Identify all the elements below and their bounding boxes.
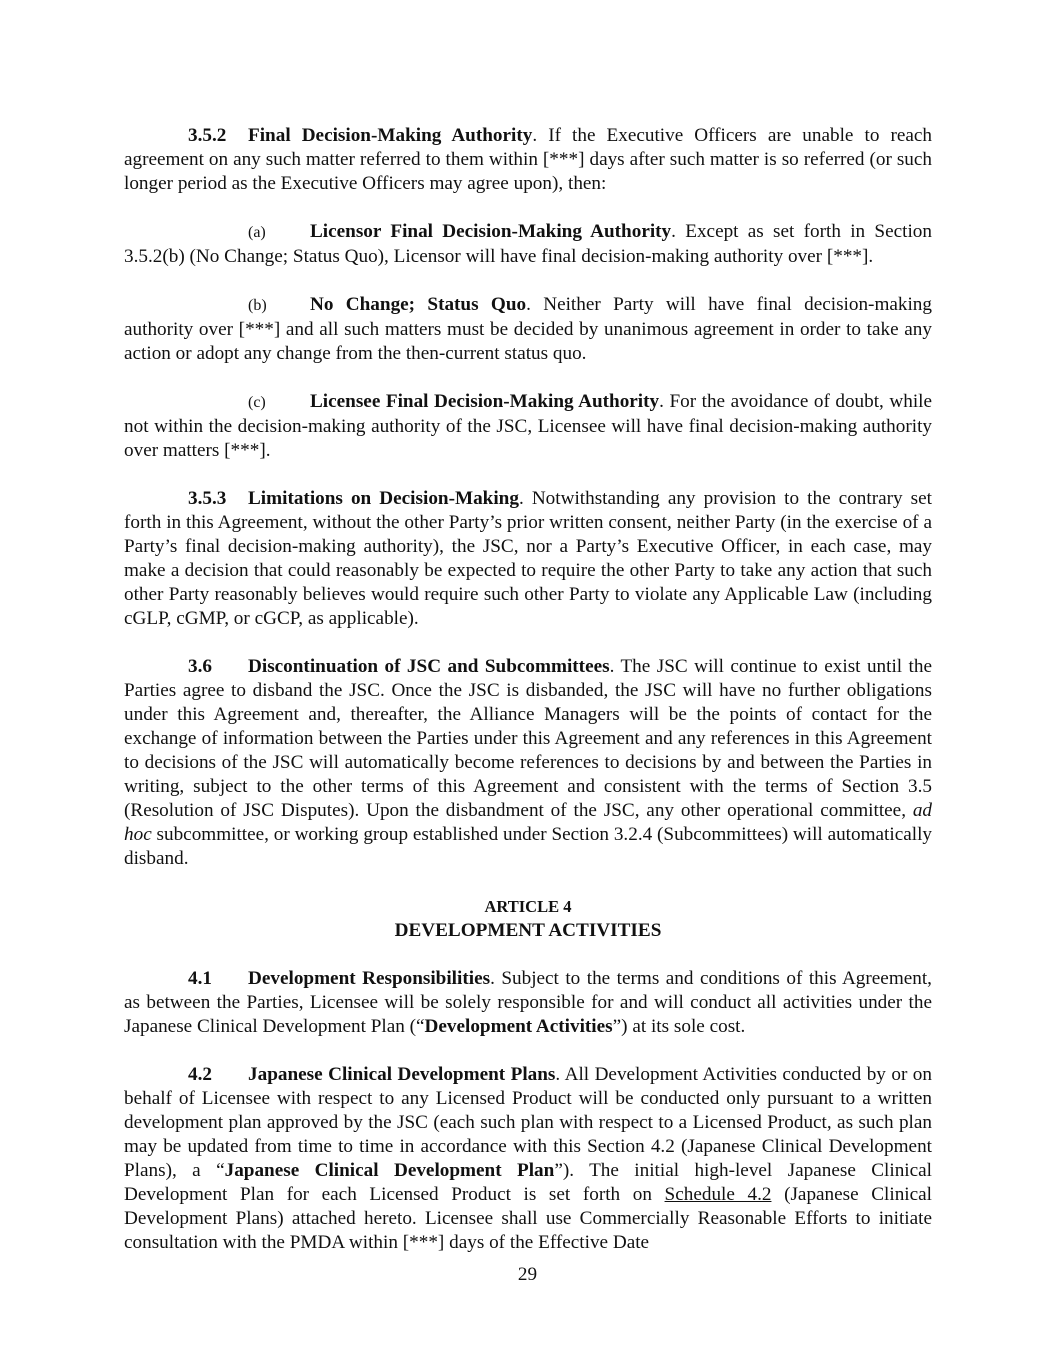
- section-3-5-2-c: [124, 390, 932, 463]
- page-number: 29: [517, 1264, 538, 1285]
- section-text: . All Development Activities conducted by or on behalf of Licensee with respect to any Licensed Product will be conducted only pursuant to a written development plan approved by the JSC (each such plan with respect to a Licensed Product, as such plan may be updated from time to time in accordance with this Section 4.2 (Japanese Clinical Development Plans), a “: [124, 1064, 932, 1181]
- section-3-5-3: [124, 487, 932, 631]
- section-title: Japanese Clinical Development Plans: [248, 1064, 556, 1085]
- section-4-1: [124, 967, 932, 1039]
- clause-label: (b): [248, 297, 267, 314]
- clause-text: . Except as set forth in Section 3.5.2(b) (No Change; Status Quo), Licensor will have final decision-making authority over [***].: [124, 221, 932, 267]
- section-3-6: [124, 655, 932, 871]
- section-number: 4.2: [188, 1064, 212, 1085]
- section-number: 4.1: [188, 968, 212, 989]
- section-title: Limitations on Decision-Making: [248, 488, 519, 509]
- section-text: . Notwithstanding any provision to the contrary set forth in this Agreement, without the other Party’s prior written consent, neither Party (in the exercise of a Party’s final decision-making authority), the JSC, nor a Party’s Executive Officer, in each case, may make a decision that could reasonably be expected to require the other Party to take any action that such other Party reasonably believes would require such other Party to violate any Applicable Law (including cGLP, cGMP, or cGCP, as applicable).: [124, 488, 932, 629]
- section-text-continued: ”) at its sole cost.: [612, 1016, 746, 1037]
- section-text: . Subject to the terms and conditions of this Agreement, as between the Parties, Licensee will be solely responsible for and will conduct all activities under the Japanese Clinical Development Plan (“: [124, 968, 932, 1037]
- clause-title: Licensee Final Decision-Making Authority: [310, 391, 660, 412]
- clause-text: . For the avoidance of doubt, while not within the decision-making authority of the JSC, Licensee will have final decision-making authority over matters [***].: [124, 391, 932, 461]
- section-3-5-2-b: [124, 293, 932, 366]
- clause-title: Licensor Final Decision-Making Authority: [310, 221, 672, 242]
- schedule-reference: Schedule 4.2: [664, 1184, 772, 1205]
- defined-term: Japanese Clinical Development Plan: [224, 1160, 555, 1181]
- clause-text: . Neither Party will have final decision-making authority over [***] and all such matters must be decided by unanimous agreement in order to take any action or adopt any change from the then-current status quo.: [124, 294, 932, 364]
- section-title: Development Responsibilities: [248, 968, 491, 989]
- article-heading: [124, 895, 932, 943]
- section-number: 3.5.2: [188, 125, 227, 146]
- section-text-end: (Japanese Clinical Development Plans) attached hereto. Licensee shall use Commercially Reasonable Efforts to initiate consultation with the PMDA within [***] days of the Effective Date: [124, 1184, 932, 1253]
- section-title: Final Decision-Making Authority: [248, 125, 533, 146]
- defined-term: Development Activities: [424, 1016, 613, 1037]
- section-3-5-2-a: [124, 220, 932, 269]
- clause-label: (a): [248, 224, 266, 241]
- article-title: DEVELOPMENT ACTIVITIES: [394, 920, 662, 941]
- section-text: . The JSC will continue to exist until the Parties agree to disband the JSC. Once the JSC is disbanded, the JSC will have no further obligations under this Agreement and, thereafter, the Alliance Managers will be the points of contact for the exchange of information between the Parties under this Agreement and any references in this Agreement to decisions of the JSC will automatically become references to decisions by and between the Parties in writing, subject to the other terms of this Agreement and consistent with the terms of Section 3.5 (Resolution of JSC Disputes). Upon the disbandment of the JSC, any other operational committee,: [124, 656, 932, 821]
- document-page: [124, 124, 932, 1255]
- clause-label: (c): [248, 394, 266, 411]
- article-number: ARTICLE 4: [484, 897, 572, 916]
- section-text-continued: ”). The initial high-level Japanese Clinical Development Plan for each Licensed Product is set forth on: [124, 1160, 932, 1205]
- clause-title: No Change; Status Quo: [310, 294, 527, 315]
- section-title: Discontinuation of JSC and Subcommittees: [248, 656, 610, 677]
- section-4-2: [124, 1063, 932, 1255]
- section-number: 3.6: [188, 656, 212, 677]
- section-number: 3.5.3: [188, 488, 227, 509]
- section-text-continued: subcommittee, or working group established under Section 3.2.4 (Subcommittees) will automatically disband.: [124, 824, 932, 869]
- section-text: . If the Executive Officers are unable to reach agreement on any such matter referred to them within [***] days after such matter is so referred (or such longer period as the Executive Officers may agree upon), then:: [124, 125, 932, 194]
- italic-term: ad hoc: [124, 800, 932, 845]
- section-3-5-2: [124, 124, 932, 196]
